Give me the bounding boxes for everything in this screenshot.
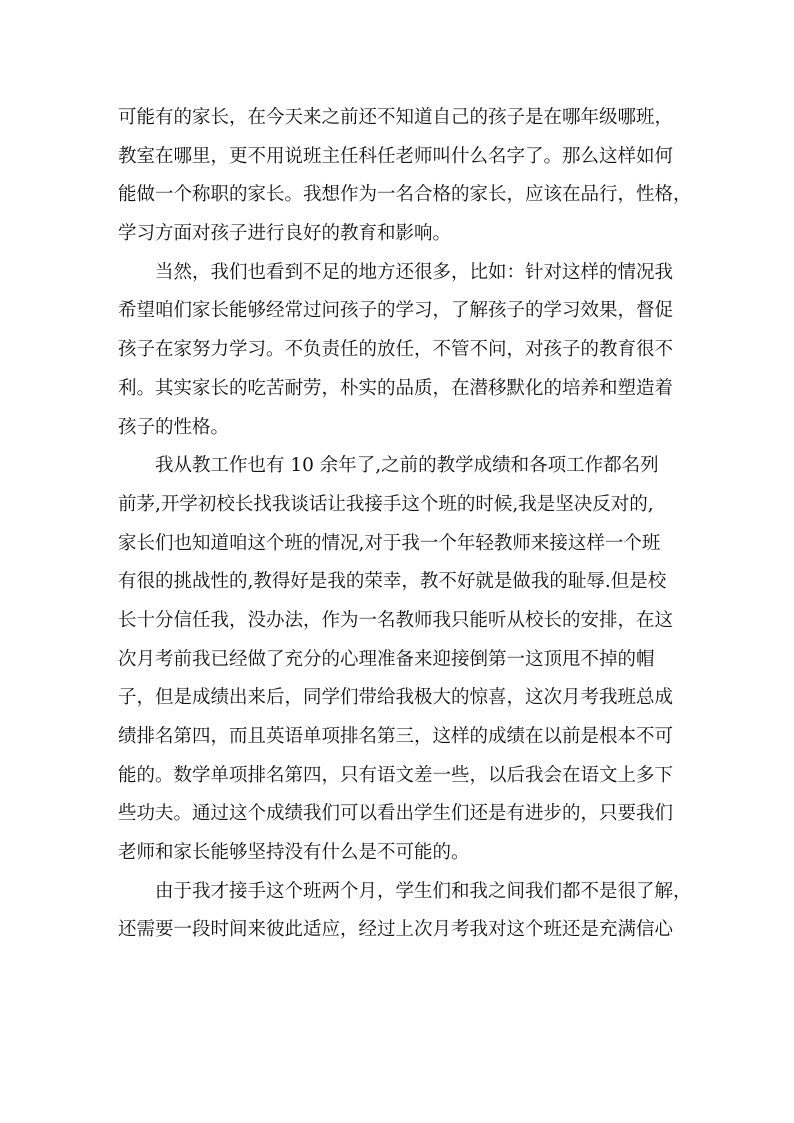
- paragraph-first-line: 由于我才接手这个班两个月，学生们和我之间我们都不是很了解，: [155, 880, 692, 902]
- text-line: 可能有的家长，在今天来之前还不知道自己的孩子是在哪年级哪班，: [118, 107, 674, 128]
- text-line: 有很的挑战性的,教得好是我的荣幸，教不好就是做我的耻辱.但是校: [118, 571, 667, 593]
- text-line: 些功夫。通过这个成绩我们可以看出学生们还是有进步的，只要我们: [118, 803, 674, 825]
- text-line: 教室在哪里，更不用说班主任科任老师叫什么名字了。那么这样如何: [118, 145, 674, 167]
- text-line: 还需要一段时间来彼此适应，经过上次月考我对这个班还是充满信心: [118, 919, 674, 941]
- text-line: 能的。数学单项排名第四，只有语文差一些，以后我会在语文上多下: [118, 764, 674, 786]
- text-line: 孩子在家努力学习。不负责任的放任，不管不问，对孩子的教育很不: [118, 339, 674, 361]
- text-line: 利。其实家长的吃苦耐劳，朴实的品质，在潜移默化的培养和塑造着: [118, 377, 674, 399]
- text-line: 次月考前我已经做了充分的心理准备来迎接倒第一这顶甩不掉的帽: [118, 648, 655, 670]
- text-line: 能做一个称职的家长。我想作为一名合格的家长，应该在品行，性格，: [118, 184, 692, 206]
- text-line: 孩子的性格。: [118, 416, 230, 438]
- text-line: 学习方面对孩子进行良好的教育和影响。: [118, 223, 452, 245]
- text-line: 长十分信任我，没办法，作为一名教师我只能听从校长的安排，在这: [118, 609, 674, 631]
- text-line: 家长们也知道咱这个班的情况,对于我一个年轻教师来接这样一个班: [118, 532, 661, 554]
- text-line: 子，但是成绩出来后，同学们带给我极大的惊喜，这次月考我班总成: [118, 687, 674, 709]
- text-line: 希望咱们家长能够经常过问孩子的学习，了解孩子的学习效果，督促: [118, 300, 674, 322]
- text-line: 绩排名第四，而且英语单项排名第三，这样的成绩在以前是根本不可: [118, 726, 674, 747]
- document-body: [118, 99, 692, 950]
- paragraph-first-line: 当然，我们也看到不足的地方还很多，比如：针对这样的情况我: [155, 261, 674, 283]
- text-line: 老师和家长能够坚持没有什么是不可能的。: [118, 842, 470, 864]
- paragraph-first-line: 我从教工作也有 10 余年了,之前的教学成绩和各项工作都名列: [155, 455, 659, 477]
- text-line: 前茅,开学初校长找我谈话让我接手这个班的时候,我是坚决反对的,: [118, 493, 654, 515]
